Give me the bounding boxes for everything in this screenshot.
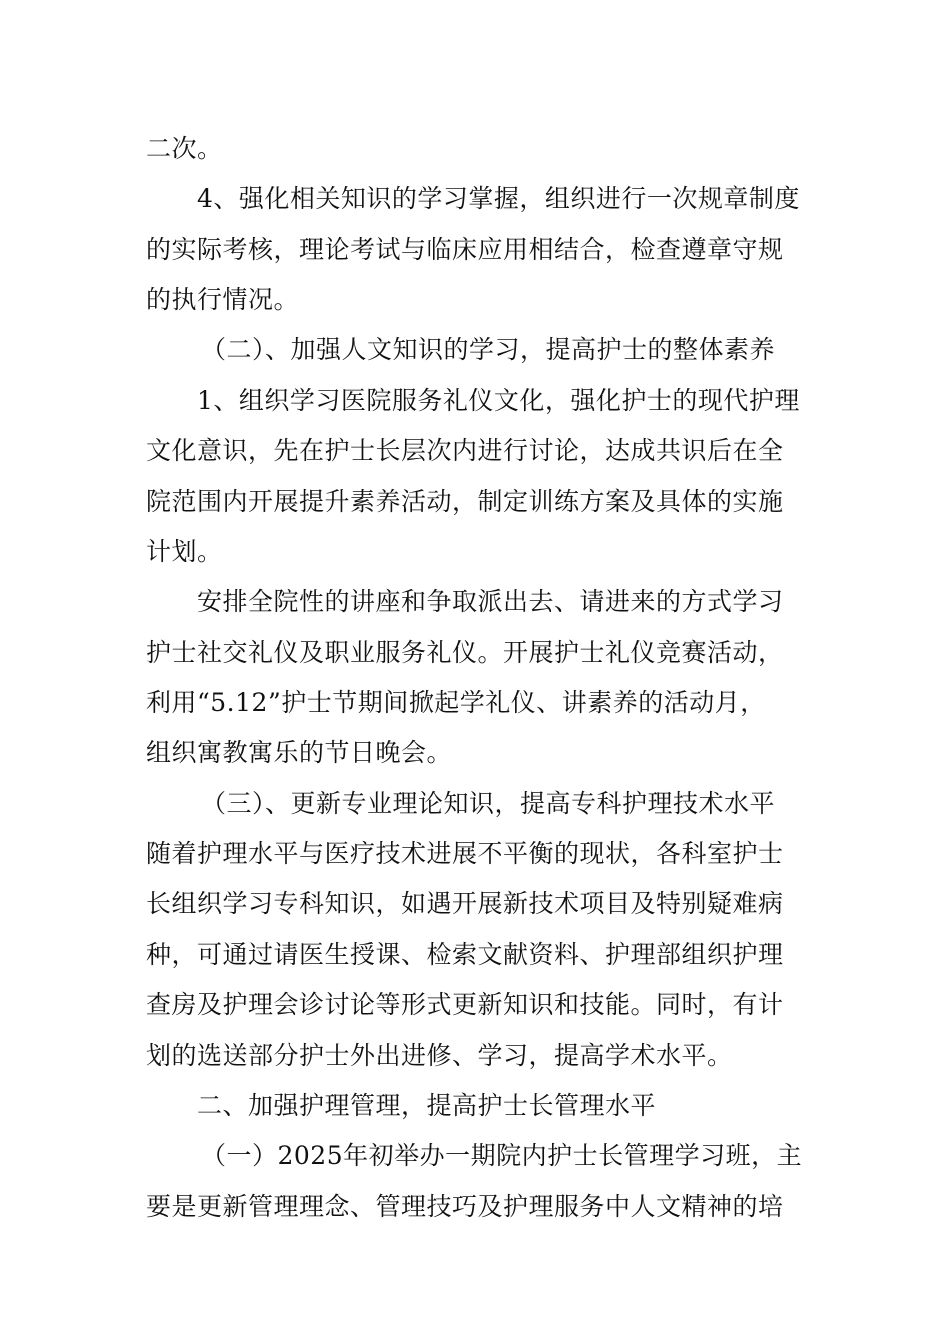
text-line: 的实际考核，理论考试与临床应用相结合，检查遵章守规 — [146, 235, 784, 264]
text-line: 组织寓教寓乐的节日晚会。 — [146, 738, 453, 767]
text-line: 计划。 — [146, 537, 223, 566]
text-line: 划的选送部分护士外出进修、学习，提高学术水平。 — [146, 1041, 733, 1070]
text-line: 长组织学习专科知识，如遇开展新技术项目及特别疑难病 — [146, 889, 784, 918]
text-line: 护士社交礼仪及职业服务礼仪。开展护士礼仪竞赛活动， — [146, 638, 784, 667]
text-line: 利用“5.12”护士节期间掀起学礼仪、讲素养的活动月， — [146, 688, 766, 717]
text-line: 的执行情况。 — [146, 285, 300, 314]
text-line: 查房及护理会诊讨论等形式更新知识和技能。同时，有计 — [146, 990, 784, 1019]
section-heading: （三）、更新专业理论知识，提高专科护理技术水平 — [201, 789, 776, 818]
text-line: 院范围内开展提升素养活动，制定训练方案及具体的实施 — [146, 487, 784, 516]
text-line: 随着护理水平与医疗技术进展不平衡的现状，各科室护士 — [146, 839, 784, 868]
section-heading: （二）、加强人文知识的学习，提高护士的整体素养 — [201, 335, 776, 364]
text-line: 文化意识，先在护士长层次内进行讨论，达成共识后在全 — [146, 436, 784, 465]
text-line: 要是更新管理理念、管理技巧及护理服务中人文精神的培 — [146, 1192, 784, 1221]
section-heading: 二、加强护理管理，提高护士长管理水平 — [197, 1091, 657, 1120]
text-line: （一）2025年初举办一期院内护士长管理学习班，主 — [201, 1141, 803, 1170]
text-line: 1、组织学习医院服务礼仪文化，强化护士的现代护理 — [197, 386, 800, 415]
text-line: 种，可通过请医生授课、检索文献资料、护理部组织护理 — [146, 940, 784, 969]
text-line: 4、强化相关知识的学习掌握，组织进行一次规章制度 — [197, 184, 800, 213]
text-line: 安排全院性的讲座和争取派出去、请进来的方式学习 — [197, 587, 784, 616]
text-line: 二次。 — [146, 134, 223, 163]
